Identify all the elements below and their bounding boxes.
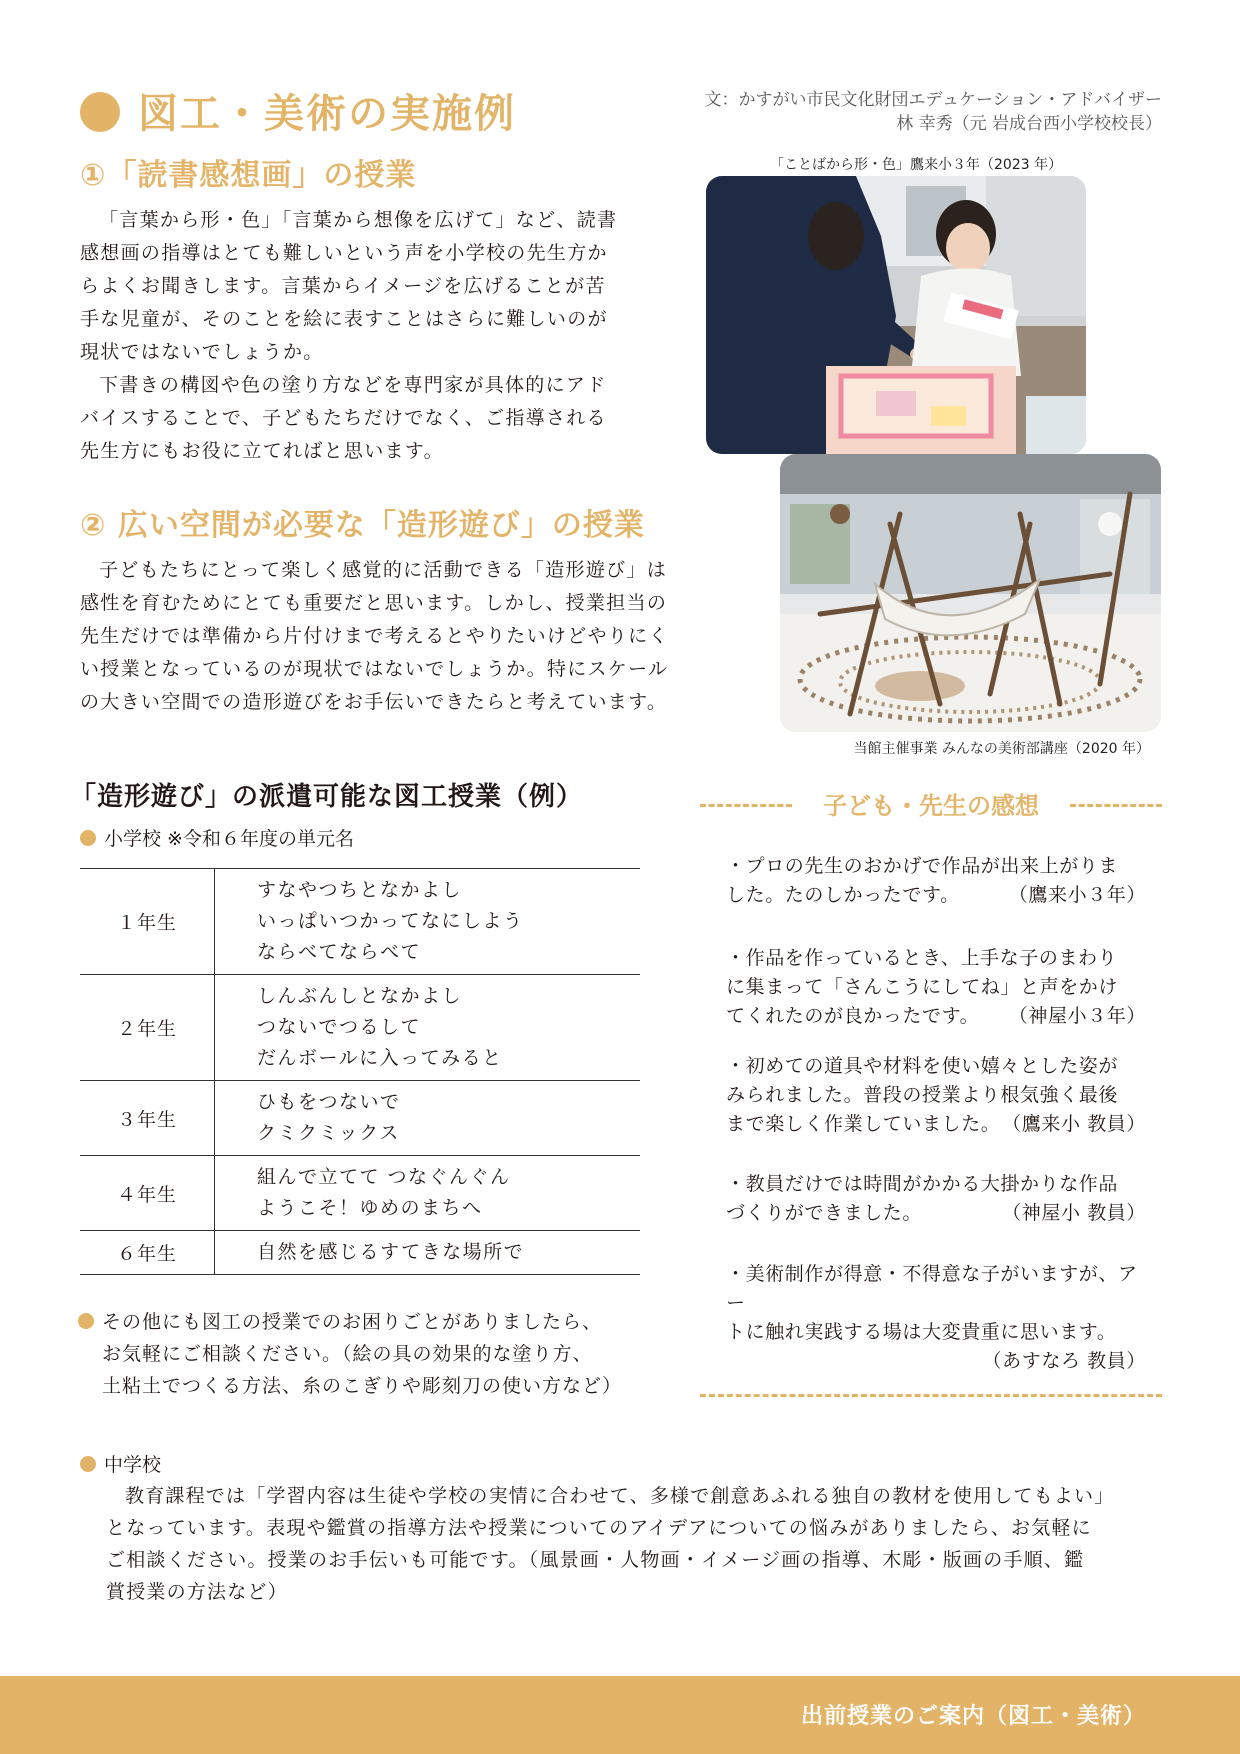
text-line: 感性を育むためにとても重要だと思います。しかし、授業担当の <box>80 592 668 614</box>
bullet-dot-icon <box>80 1456 96 1472</box>
text-line: 感想画の指導はとても難しいという声を小学校の先生方か <box>80 242 608 264</box>
text-line: 下書きの構図や色の塗り方などを専門家が具体的にアド <box>99 374 607 396</box>
text-line: 現状ではないでしょうか。 <box>80 341 324 363</box>
author-line-1: 文：かすがい市民文化財団エデュケーション・アドバイザー <box>704 90 1162 110</box>
unit-name: すなやつちとなかよし <box>257 879 463 901</box>
text-line: みられました。普段の授業より根気強く最後 <box>726 1084 1119 1106</box>
author-line-2: 林 幸秀（元 岩成台西小学校校長） <box>896 114 1162 134</box>
text-line: ・プロの先生のおかげで作品が出来上がりま <box>726 855 1119 877</box>
bullet-dot-icon <box>80 92 120 132</box>
text-line: バイスすることで、子どもたちだけでなく、ご指導される <box>80 407 607 429</box>
section2-heading: ② 広い空間が必要な「造形遊び」の授業 <box>80 508 645 543</box>
unit-name: ならべてならべて <box>257 941 422 963</box>
section1-paragraph-1 <box>80 204 640 237</box>
installation-photo <box>780 454 1161 732</box>
text-line: ・作品を作っているとき、上手な子のまわり <box>726 947 1118 969</box>
table-row <box>80 975 640 1081</box>
feedback-source: （神屋小３年） <box>1008 1005 1146 1027</box>
feedback-source: （鷹来小 教員） <box>1002 1113 1146 1135</box>
photo1-caption: 「ことばから形・色」鷹来小３年（2023 年） <box>770 157 1063 173</box>
text-line: ご相談ください。授業のお手伝いも可能です。（風景画・人物画・イメージ画の指導、木彫・版画の手順、鑑 <box>106 1549 1085 1571</box>
grade-cell: １年生 <box>80 869 215 975</box>
page-title <box>80 82 516 139</box>
grade-cell: ６年生 <box>80 1231 215 1275</box>
feedback-item <box>726 1260 1146 1376</box>
text-line: づくりができました。 <box>726 1202 923 1224</box>
footer-bar <box>0 1676 1240 1754</box>
units-cell <box>215 975 641 1081</box>
unit-name: しんぶんしとなかよし <box>257 985 463 1007</box>
text-line: てくれたのが良かったです。 <box>726 1005 980 1027</box>
feedback-source: （鷹来小３年） <box>1008 884 1146 906</box>
text-line: 教育課程では「学習内容は生徒や学校の実情に合わせて、多様で創意あふれる独自の教材を使用してもよい」 <box>125 1485 1115 1507</box>
section1-paragraph-2 <box>80 369 640 402</box>
section2-body <box>80 554 720 719</box>
photo2-caption: 当館主催事業 みんなの美術部講座（2020 年） <box>853 741 1150 757</box>
text-line: ・初めての道具や材料を使い嬉々とした姿が <box>726 1055 1119 1077</box>
text-line: お気軽にご相談ください。（絵の具の効果的な塗り方、 <box>102 1343 593 1365</box>
other-consultation-note <box>78 1306 658 1402</box>
text-line: 賞授業の方法など） <box>106 1581 288 1603</box>
feedback-heading-text: 子ども・先生の感想 <box>823 792 1039 820</box>
unit-name: 自然を感じるすてきな場所で <box>257 1241 525 1263</box>
unit-name: ようこそ！ゆめのまちへ <box>257 1197 483 1219</box>
table-row <box>80 1081 640 1156</box>
elementary-label-text: 小学校 ※令和６年度の単元名 <box>104 828 354 850</box>
table-row <box>80 1156 640 1231</box>
text-line: らよくお聞きします。言葉からイメージを広げることが苦 <box>80 275 606 297</box>
section1-body <box>80 204 640 468</box>
units-cell <box>215 1231 641 1275</box>
units-cell <box>215 869 641 975</box>
section1-heading: ①「読書感想画」の授業 <box>80 158 417 193</box>
text-line: まで楽しく作業していました。 <box>726 1113 1001 1135</box>
feedback-source: （神屋小 教員） <box>1002 1202 1146 1224</box>
text-line: 土粘土でつくる方法、糸のこぎりや彫刻刀の使い方など） <box>102 1375 623 1397</box>
feedback-item <box>726 852 1146 910</box>
bullet-dot-icon <box>80 830 96 846</box>
bullet-dot-icon <box>78 1313 94 1329</box>
units-cell <box>215 1081 641 1156</box>
footer-text: 出前授業のご案内（図工・美術） <box>800 1704 1146 1729</box>
feedback-item <box>726 1170 1146 1228</box>
text-line: に集まって「さんこうにしてね」と声をかけ <box>726 976 1119 998</box>
unit-name: 組んで立てて つなぐんぐん <box>257 1166 511 1188</box>
unit-name: クミクミックス <box>257 1122 400 1144</box>
junior-high-body <box>106 1480 1162 1608</box>
text-line: した。たのしかったです。 <box>726 884 960 906</box>
author-credit <box>705 88 1162 136</box>
feedback-item <box>726 944 1146 1031</box>
text-line: 先生だけでは準備から片付けまで考えるとやりたいけどやりにく <box>80 625 669 647</box>
text-line: 子どもたちにとって楽しく感覚的に活動できる「造形遊び」は <box>99 559 668 581</box>
dashed-divider <box>700 1394 1162 1397</box>
units-cell <box>215 1156 641 1231</box>
text-line: い授業となっているのが現状ではないでしょうか。特にスケール <box>80 658 669 680</box>
unit-name: ひもをつないで <box>257 1091 401 1113</box>
table-row <box>80 869 640 975</box>
unit-name: だんボールに入ってみると <box>257 1047 503 1069</box>
classroom-photo <box>706 176 1086 454</box>
unit-name: いっぱいつかってなにしよう <box>257 910 524 932</box>
feedback-source: （あすなろ 教員） <box>982 1350 1146 1372</box>
text-line: ・教員だけでは時間がかかる大掛かりな作品 <box>726 1173 1119 1195</box>
page-title-text: 図工・美術の実施例 <box>138 91 516 137</box>
feedback-item <box>726 1052 1146 1139</box>
junior-high-label-text: 中学校 <box>104 1454 162 1476</box>
grade-cell: ２年生 <box>80 975 215 1081</box>
installation-photo-illustration <box>780 454 1161 732</box>
text-line: トに触れ実践する場は大変貴重に思います。 <box>726 1321 1117 1343</box>
text-line: の大きい空間での造形遊びをお手伝いできたらと考えています。 <box>80 691 668 713</box>
text-line: 手な児童が、そのことを絵に表すことはさらに難しいのが <box>80 308 608 330</box>
text-line: ・美術制作が得意・不得意な子がいますが、アー <box>726 1263 1138 1314</box>
feedback-heading <box>700 786 1162 822</box>
text-line: となっています。表現や鑑賞の指導方法や授業についてのアイデアについての悩みがありましたら、お気軽に <box>106 1517 1092 1539</box>
text-line: 「言葉から形・色」「言葉から想像を広げて」など、読書 <box>99 209 618 231</box>
grade-cell: ４年生 <box>80 1156 215 1231</box>
table-heading: 「造形遊び」の派遣可能な図工授業（例） <box>70 782 584 812</box>
grade-cell: ３年生 <box>80 1081 215 1156</box>
table-row <box>80 1231 640 1275</box>
text-line: その他にも図工の授業でのお困りごとがありましたら、 <box>102 1311 603 1333</box>
elementary-label <box>80 824 354 851</box>
grade-units-table <box>80 868 640 1275</box>
unit-name: つないでつるして <box>257 1016 422 1038</box>
classroom-photo-illustration <box>706 176 1086 454</box>
text-line: 先生方にもお役に立てればと思います。 <box>80 440 444 462</box>
junior-high-label <box>80 1450 161 1477</box>
